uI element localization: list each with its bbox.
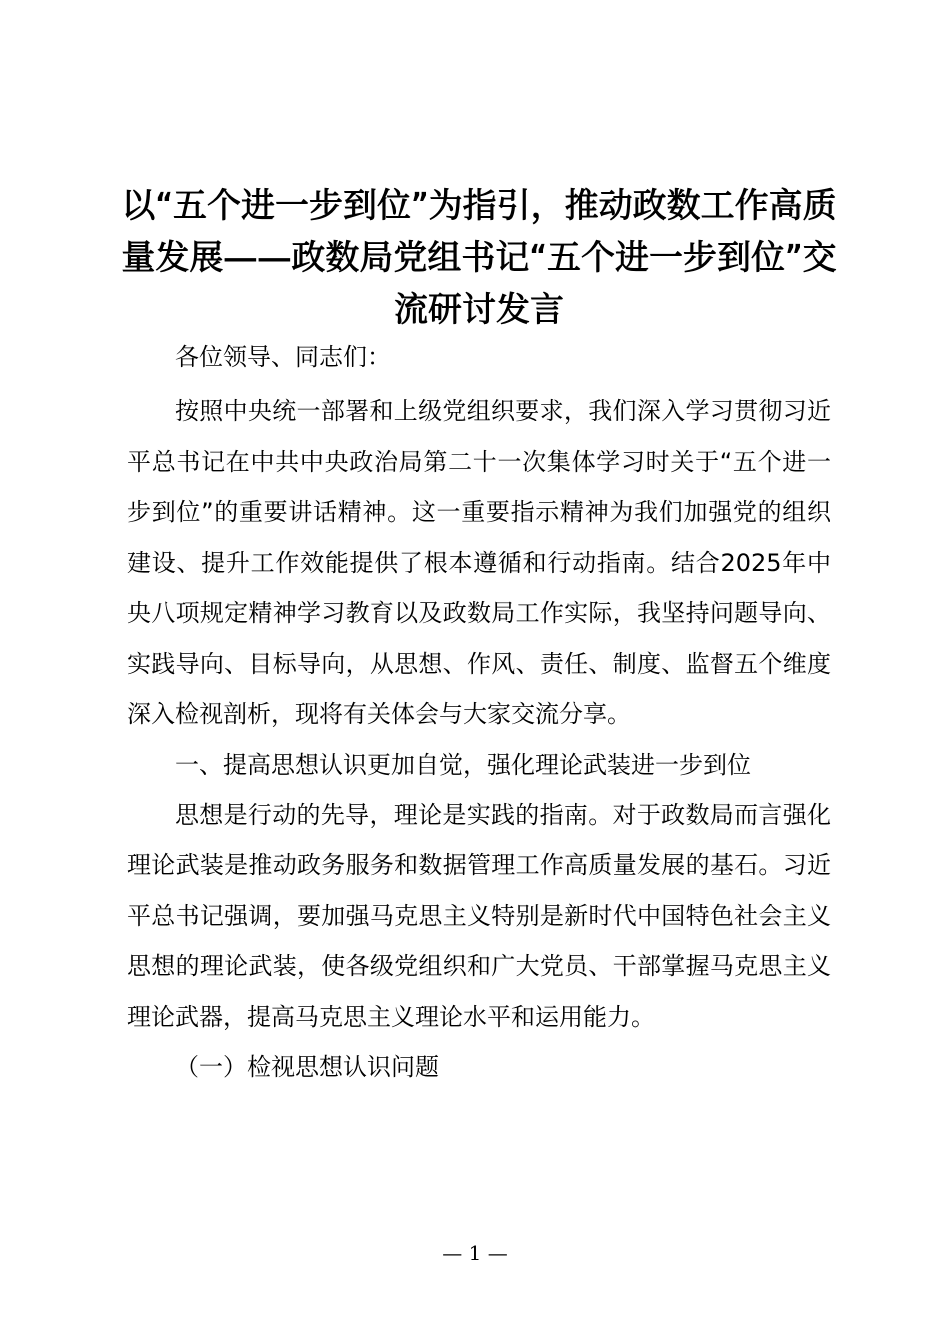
salutation: 各位领导、同志们： — [175, 343, 391, 371]
document-title: 以“五个进一步到位”为指引，推动政数工作高质量发展——政数局党组书记“五个进一步到位”交流研讨发言 — [121, 186, 837, 330]
section-paragraph: 思想是行动的先导，理论是实践的指南。对于政数局而言强化理论武装是推动政务服务和数据管理工作高质量发展的基石。习近平总书记强调，要加强马克思主义特别是新时代中国特色社会主义思想的理论武装，使各级党组织和广大党员、干部掌握马克思主义理论武器，提高马克思主义理论水平和运用能力。 — [127, 800, 831, 1031]
subsection-heading: （一）检视思想认识问题 — [175, 1053, 439, 1081]
section-heading: 一、提高思想认识更加自觉，强化理论武装进一步到位 — [175, 750, 751, 779]
intro-paragraph: 按照中央统一部署和上级党组织要求，我们深入学习贯彻习近平总书记在中共中央政治局第二十一次集体学习时关于“五个进一步到位”的重要讲话精神。这一重要指示精神为我们加强党的组织建设、提升工作效能提供了根本遵循和行动指南。结合2025年中央八项规定精神学习教育以及政数局工作实际，我坚持问题导向、实践导向、目标导向，从思想、作风、责任、制度、监督五个维度深入检视剖析，现将有关体会与大家交流分享。 — [127, 397, 831, 728]
document-body — [127, 334, 831, 1092]
page-number: — 1 — — [442, 1241, 508, 1265]
